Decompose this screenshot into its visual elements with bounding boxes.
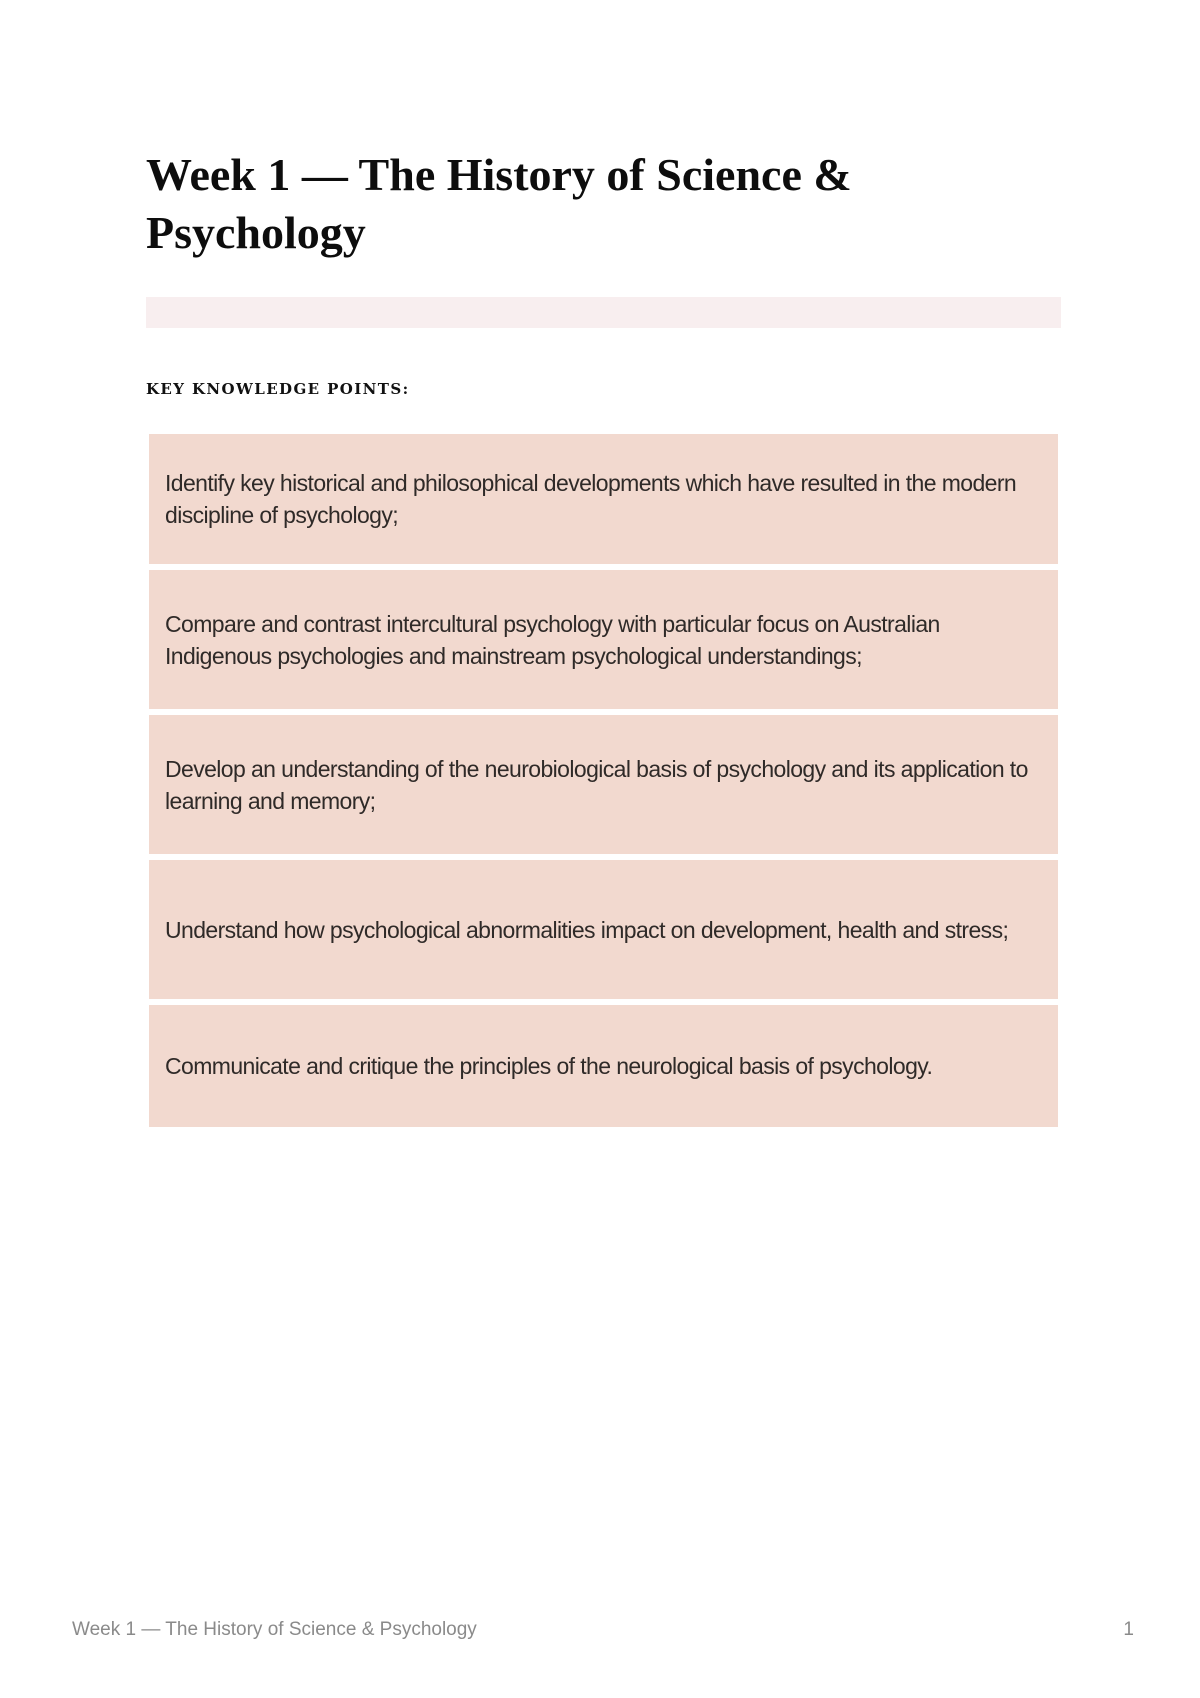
key-point-item xyxy=(149,570,1058,709)
key-point-item xyxy=(149,1005,1058,1127)
section-label: KEY KNOWLEDGE POINTS: xyxy=(146,380,410,398)
key-point-text: Communicate and critique the principles of the neurological basis of psychology. xyxy=(165,1053,933,1079)
key-point-text: Understand how psychological abnormalities impact on development, health and stress; xyxy=(165,916,1009,943)
key-point-text: Identify key historical and philosophical developments which have resulted in the modern discipline of psychology; xyxy=(165,470,1017,528)
page-title: Week 1 — The History of Science & Psychology xyxy=(146,149,852,258)
key-point-item xyxy=(149,860,1058,999)
footer-title: Week 1 — The History of Science & Psychology xyxy=(72,1619,477,1640)
key-points-list xyxy=(149,434,1058,1127)
key-point-item xyxy=(149,434,1058,564)
key-point-item xyxy=(149,715,1058,854)
key-point-text: Compare and contrast intercultural psychology with particular focus on Australian Indigenous psychologies and mainstream psychological understandings; xyxy=(165,610,940,669)
key-point-text: Develop an understanding of the neurobiological basis of psychology and its application to learning and memory; xyxy=(165,755,1028,814)
title-divider-band xyxy=(146,297,1061,328)
footer-page-number: 1 xyxy=(1123,1619,1134,1640)
